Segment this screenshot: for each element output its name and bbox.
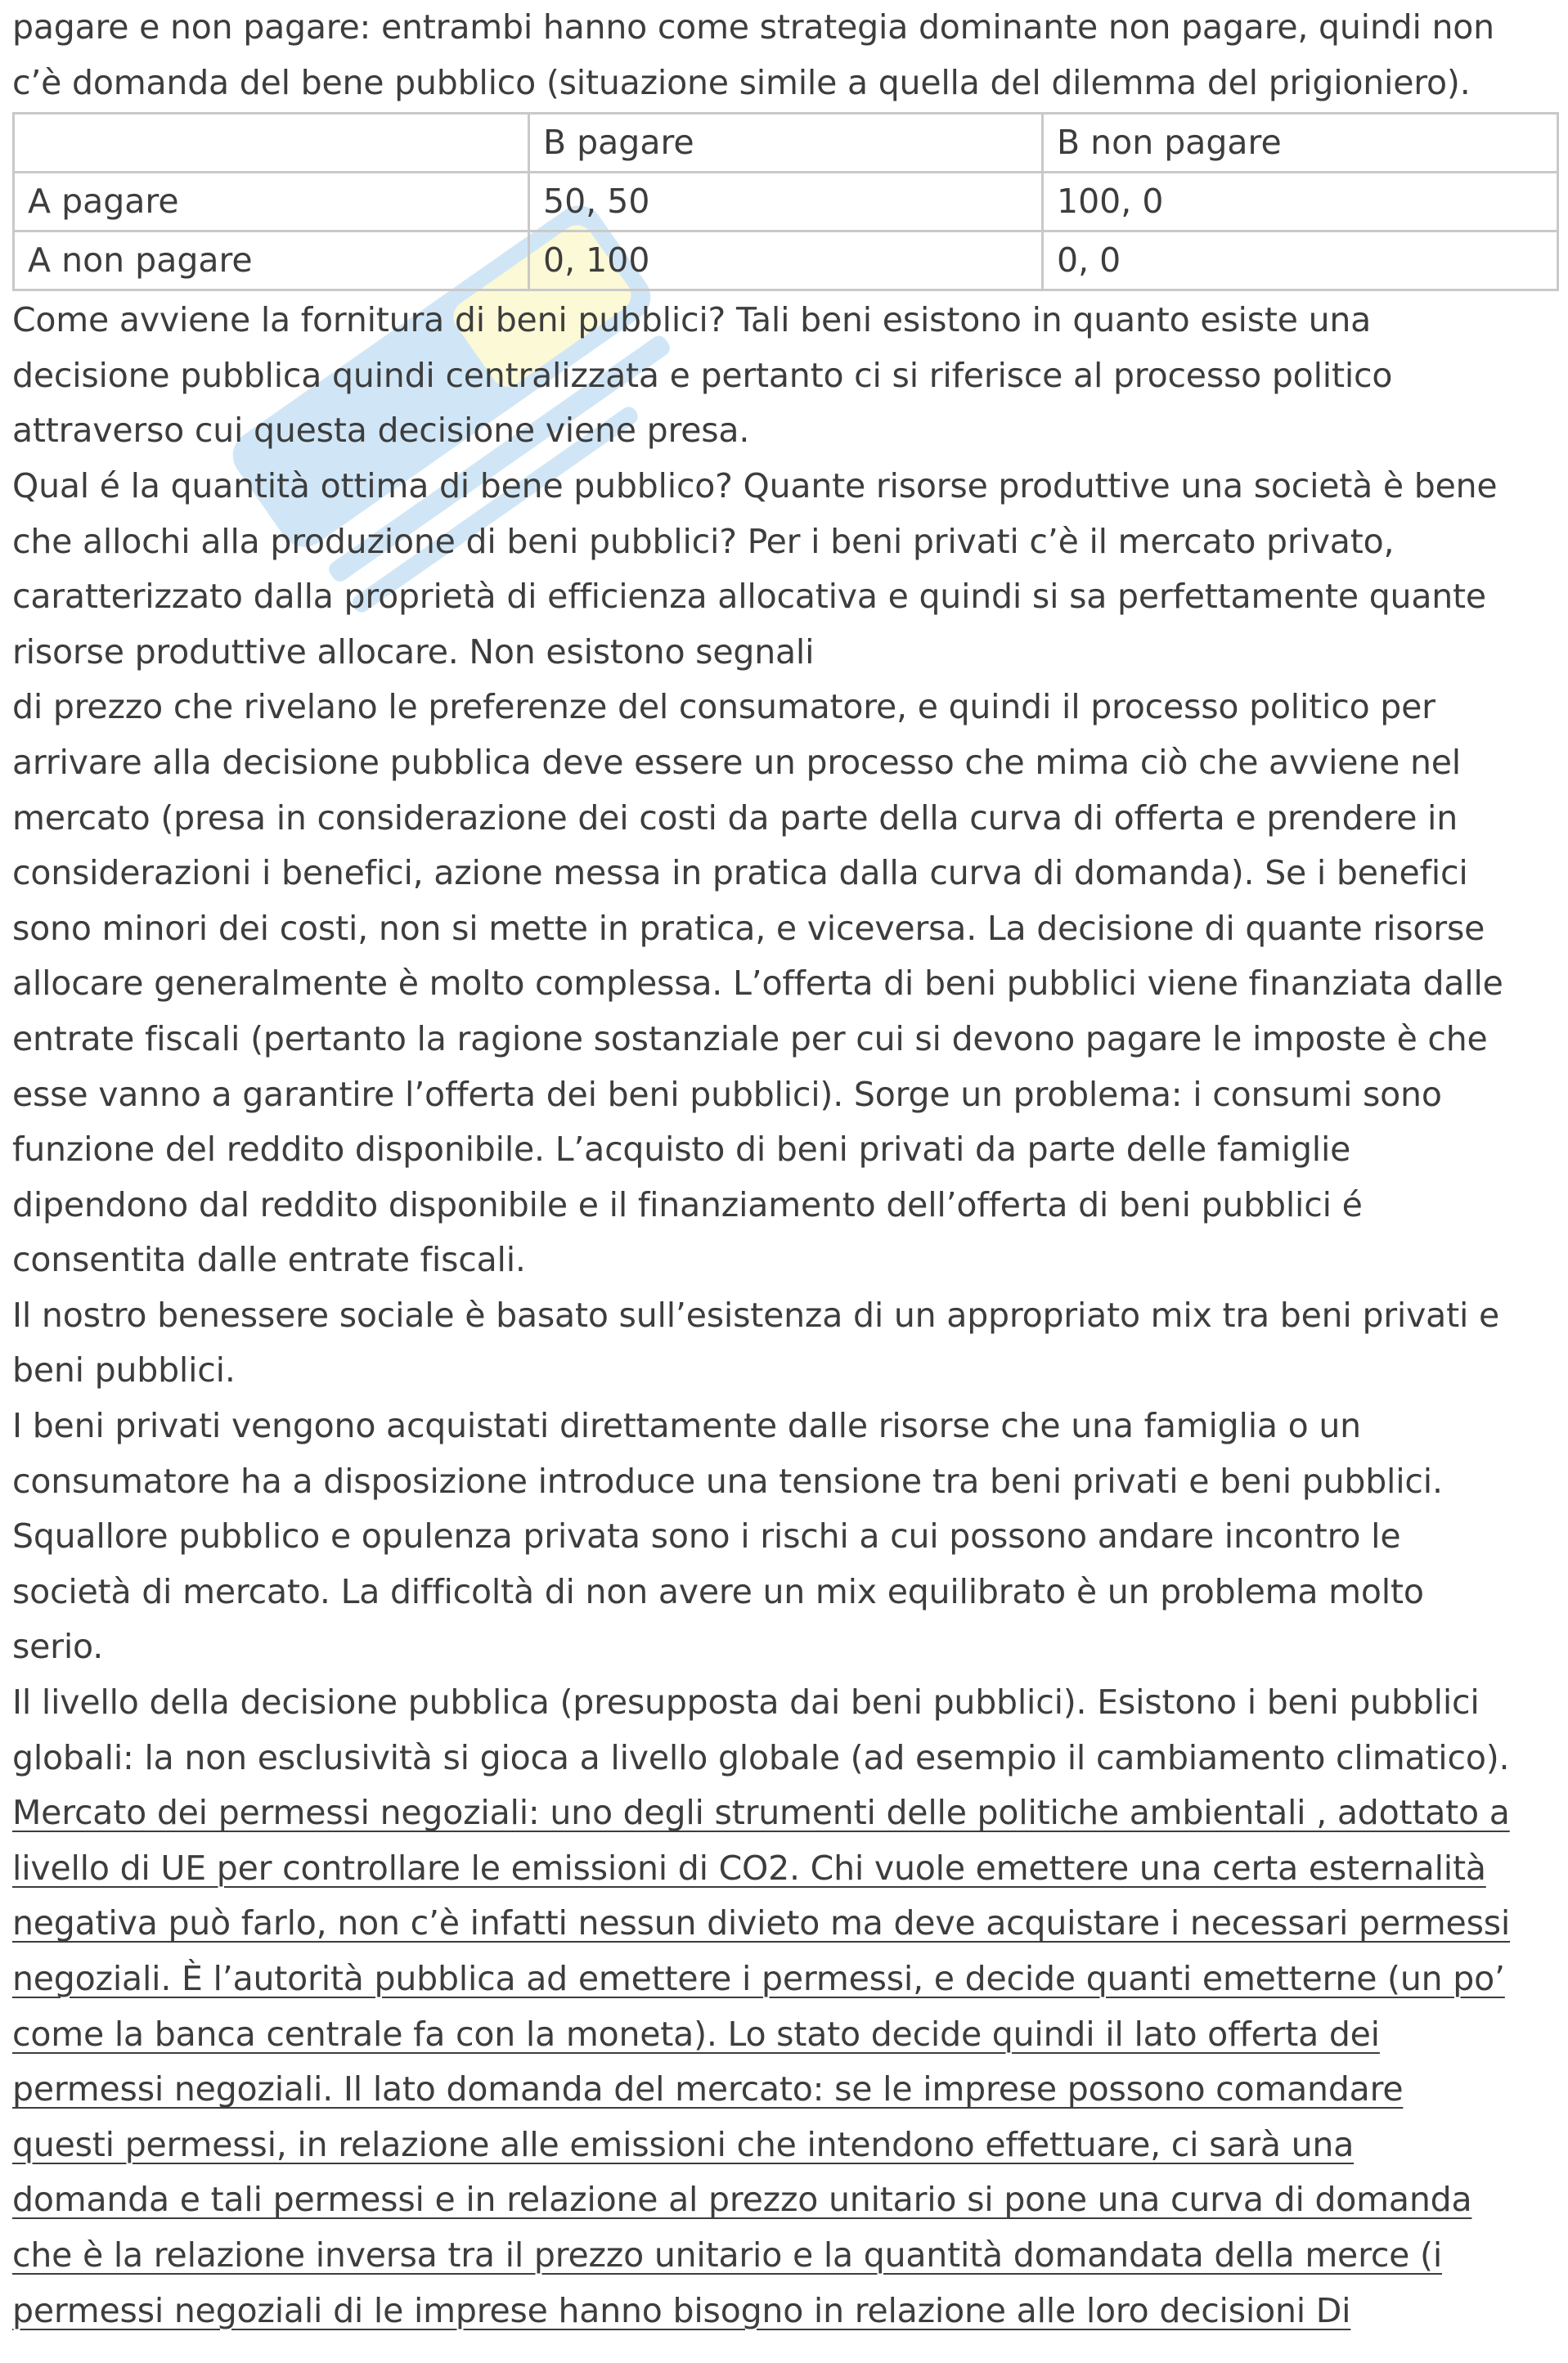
text-line: Il nostro benessere sociale è basato sull’esistenza di un appropriato mix tra beni privati e (12, 1295, 1500, 1335)
text-line: arrivare alla decisione pubblica deve essere un processo che mima ciò che avviene nel (12, 742, 1461, 782)
underlined-text-line: questi permessi, in relazione alle emissioni che intendono effettuare, ci sarà una (12, 2124, 1355, 2164)
underlined-text-line: Mercato dei permessi negoziali: uno degli strumenti delle politiche ambientali , adottato a (12, 1793, 1510, 1833)
document-page (12, 0, 1558, 2338)
text-line: attraverso cui questa decisione viene presa. (12, 411, 750, 451)
text-line: c’è domanda del bene pubblico (situazione simile a quella del dilemma del prigioniero). (12, 62, 1471, 102)
text-line: consentita dalle entrate fiscali. (12, 1240, 526, 1280)
text-line: pagare e non pagare: entrambi hanno come strategia dominante non pagare, quindi non (12, 7, 1494, 47)
underlined-text-line: negativa può farlo, non c’è infatti nessun divieto ma deve acquistare i necessari permessi (12, 1903, 1511, 1943)
table-cell: 0, 0 (1043, 231, 1558, 290)
text-line: mercato (presa in considerazione dei costi da parte della curva di offerta e prendere in (12, 797, 1458, 838)
text-line: I beni privati vengono acquistati direttamente dalle risorse che una famiglia o un (12, 1406, 1361, 1446)
text-line: consumatore ha a disposizione introduce una tensione tra beni privati e beni pubblici. (12, 1461, 1443, 1501)
text-line: funzione del reddito disponibile. L’acquisto di beni privati da parte delle famiglie (12, 1130, 1351, 1170)
underlined-text-line: domanda e tali permessi e in relazione al prezzo unitario si pone una curva di domanda (12, 2180, 1472, 2220)
text-line: risorse produttive allocare. Non esistono segnali (12, 631, 815, 672)
text-line: sono minori dei costi, non si mette in pratica, e viceversa. La decisione di quante risorse (12, 908, 1485, 948)
table-cell (14, 114, 529, 173)
text-line: Squallore pubblico e opulenza privata sono i rischi a cui possono andare incontro le (12, 1516, 1401, 1557)
text-line: Qual é la quantità ottima di bene pubblico? Quante risorse produttive una società è bene (12, 465, 1498, 505)
underlined-text-line: come la banca centrale fa con la moneta). Lo stato decide quindi il lato offerta dei (12, 2014, 1380, 2054)
table-header-row (14, 114, 1558, 173)
text-line: decisione pubblica quindi centralizzata e pertanto ci si riferisce al processo politico (12, 355, 1393, 395)
payoff-table (12, 112, 1559, 291)
underlined-text-line: negoziali. È l’autorità pubblica ad emettere i permessi, e decide quanti emetterne (un po’ (12, 1959, 1505, 1998)
text-line: società di mercato. La difficoltà di non avere un mix equilibrato è un problema molto (12, 1571, 1424, 1611)
table-row-header: A pagare (14, 173, 529, 231)
table-header-cell: B non pagare (1043, 114, 1558, 173)
underlined-section (12, 1786, 1558, 2338)
text-line: caratterizzato dalla proprietà di efficienza allocativa e quindi si sa perfettamente quante (12, 577, 1486, 617)
text-line: che allochi alla produzione di beni pubblici? Per i beni privati c’è il mercato privato, (12, 521, 1395, 561)
text-line: di prezzo che rivelano le preferenze del consumatore, e quindi il processo politico per (12, 687, 1435, 727)
underlined-text-line: livello di UE per controllare le emissioni di CO2. Chi vuole emettere una certa esternalità (12, 1848, 1486, 1888)
intro-paragraph (12, 0, 1558, 110)
table-row-header: A non pagare (14, 231, 529, 290)
text-line: esse vanno a garantire l’offerta dei beni pubblici). Sorge un problema: i consumi sono (12, 1074, 1442, 1114)
body-text (12, 293, 1558, 1786)
table-row (14, 231, 1558, 290)
underlined-text-line: permessi negoziali di le imprese hanno bisogno in relazione alle loro decisioni Di (12, 2290, 1351, 2330)
underlined-text-line: permessi negoziali. Il lato domanda del mercato: se le imprese possono comandare (12, 2069, 1404, 2109)
table-cell: 100, 0 (1043, 173, 1558, 231)
text-line: globali: la non esclusività si gioca a livello globale (ad esempio il cambiamento climatico). (12, 1737, 1510, 1777)
text-line: entrate fiscali (pertanto la ragione sostanziale per cui si devono pagare le imposte è che (12, 1018, 1488, 1058)
text-line: beni pubblici. (12, 1350, 236, 1390)
underlined-text-line: che è la relazione inversa tra il prezzo unitario e la quantità domandata della merce (i (12, 2235, 1443, 2275)
text-line: serio. (12, 1627, 104, 1667)
text-line: Come avviene la fornitura di beni pubblici? Tali beni esistono in quanto esiste una (12, 300, 1372, 340)
table-cell: 0, 100 (529, 231, 1043, 290)
table-row (14, 173, 1558, 231)
text-line: considerazioni i benefici, azione messa in pratica dalla curva di domanda). Se i benefici (12, 853, 1468, 893)
table-cell: 50, 50 (529, 173, 1043, 231)
table-header-cell: B pagare (529, 114, 1043, 173)
text-line: Il livello della decisione pubblica (presupposta dai beni pubblici). Esistono i beni pubblici (12, 1682, 1480, 1723)
text-line: allocare generalmente è molto complessa. L’offerta di beni pubblici viene finanziata dalle (12, 964, 1503, 1004)
text-line: dipendono dal reddito disponibile e il finanziamento dell’offerta di beni pubblici é (12, 1184, 1363, 1224)
